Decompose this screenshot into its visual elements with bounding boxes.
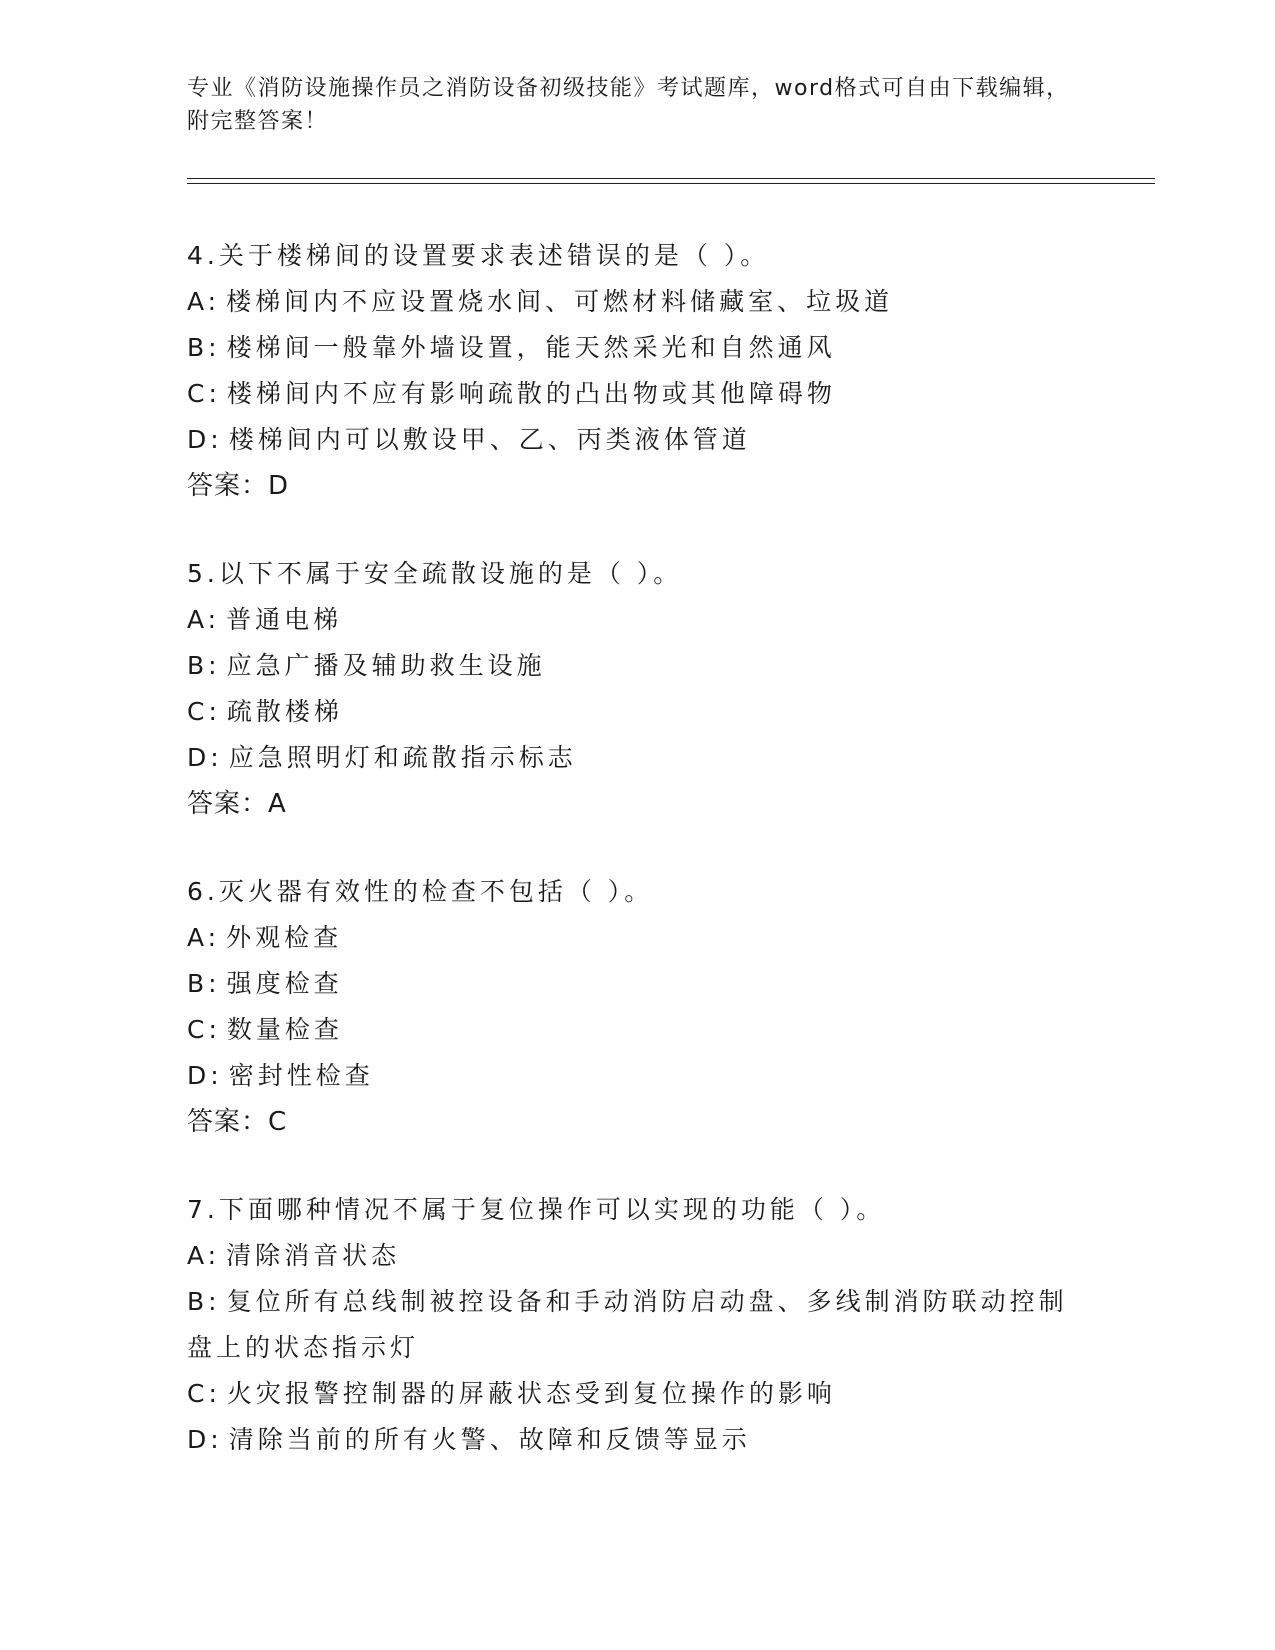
option-text: 清除当前的所有火警、故障和反馈等显示 (228, 1425, 751, 1454)
option-d (187, 1417, 1087, 1463)
option-b (187, 1279, 1087, 1371)
option-letter: D: (187, 743, 223, 772)
option-letter: C: (187, 1015, 221, 1044)
question-list (187, 233, 1155, 1505)
option-letter: C: (187, 379, 221, 408)
option-text: 楼梯间一般靠外墙设置，能天然采光和自然通风 (226, 333, 836, 362)
option-text: 密封性检查 (228, 1061, 374, 1090)
option-text: 数量检查 (226, 1015, 343, 1044)
option-letter: A: (187, 923, 221, 952)
option-text: 楼梯间内不应设置烧水间、可燃材料储藏室、垃圾道 (226, 287, 894, 316)
option-letter: C: (187, 1379, 221, 1408)
option-d (187, 735, 1087, 781)
option-letter: B: (187, 969, 221, 998)
option-c (187, 371, 1087, 417)
question-stem: 4.关于楼梯间的设置要求表述错误的是（ ）。 (187, 241, 770, 270)
option-letter: D: (187, 1425, 223, 1454)
answer-label: 答案：D (187, 471, 290, 501)
header-divider-bottom (187, 183, 1155, 184)
option-text: 清除消音状态 (226, 1241, 401, 1270)
option-letter: D: (187, 1061, 223, 1090)
question-stem: 6.灭火器有效性的检查不包括（ ）。 (187, 877, 654, 906)
option-text: 疏散楼梯 (226, 697, 343, 726)
question-stem: 7.下面哪种情况不属于复位操作可以实现的功能（ ）。 (187, 1195, 886, 1224)
question-5 (187, 551, 1155, 827)
question-7 (187, 1187, 1155, 1463)
option-b (187, 325, 1087, 371)
question-6 (187, 869, 1155, 1145)
question-stem: 5.以下不属于安全疏散设施的是（ ）。 (187, 559, 683, 588)
option-text: 普通电梯 (226, 605, 343, 634)
answer-label: 答案：A (187, 789, 287, 819)
option-text: 外观检查 (226, 923, 343, 952)
option-d (187, 1053, 1087, 1099)
option-a (187, 279, 1087, 325)
option-c (187, 689, 1087, 735)
document-header: 专业《消防设施操作员之消防设备初级技能》考试题库，word格式可自由下载编辑，附完整答案！ (187, 76, 1070, 134)
option-a (187, 915, 1087, 961)
option-text: 楼梯间内可以敷设甲、乙、丙类液体管道 (228, 425, 751, 454)
option-a (187, 1233, 1087, 1279)
option-b (187, 643, 1087, 689)
option-letter: A: (187, 605, 221, 634)
option-letter: A: (187, 1241, 221, 1270)
answer-label: 答案：C (187, 1107, 288, 1137)
option-text: 火灾报警控制器的屏蔽状态受到复位操作的影响 (226, 1379, 836, 1408)
header-divider-top (187, 178, 1155, 179)
option-c (187, 1371, 1087, 1417)
option-text: 强度检查 (226, 969, 343, 998)
option-letter: B: (187, 651, 221, 680)
option-letter: C: (187, 697, 221, 726)
option-a (187, 597, 1087, 643)
option-text: 楼梯间内不应有影响疏散的凸出物或其他障碍物 (226, 379, 836, 408)
option-c (187, 1007, 1087, 1053)
option-letter: D: (187, 425, 223, 454)
option-d (187, 417, 1087, 463)
option-letter: A: (187, 287, 221, 316)
option-text: 应急广播及辅助救生设施 (226, 651, 546, 680)
option-text: 复位所有总线制被控设备和手动消防启动盘、多线制消防联动控制盘上的状态指示灯 (187, 1287, 1068, 1362)
option-letter: B: (187, 1287, 221, 1316)
question-4 (187, 233, 1155, 509)
option-text: 应急照明灯和疏散指示标志 (228, 743, 577, 772)
option-letter: B: (187, 333, 221, 362)
option-b (187, 961, 1087, 1007)
